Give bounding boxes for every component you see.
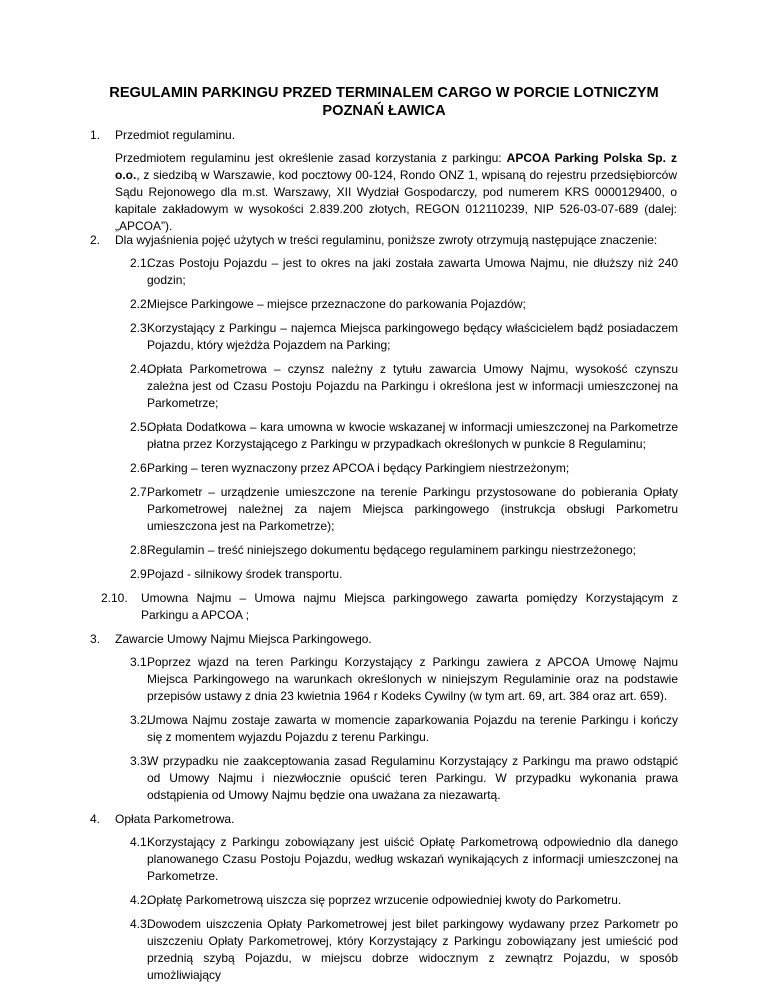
item-number: 2.6. [130, 461, 151, 475]
item-number: 3.2. [130, 713, 151, 727]
item-text: Czas Postoju Pojazdu – jest to okres na jaki została zawarta Umowa Najmu, nie dłuższy niż 240 godzin; [147, 256, 678, 287]
list-item [130, 320, 678, 354]
item-text: Parkometr – urządzenie umieszczone na terenie Parkingu przystosowane do pobierania Opłaty Parkometrowej należnej za najem Miejsca parkingowego (instrukcja obsługi Parkometru umieszczona jest na Parkometrze); [147, 485, 678, 533]
section-1-paragraph [115, 150, 677, 235]
list-item [130, 484, 678, 535]
title-line-2: POZNAŃ ŁAWICA [322, 103, 446, 119]
item-number: 2.3. [130, 321, 151, 335]
section-heading: Zawarcie Umowy Najmu Miejsca Parkingowego. [115, 632, 372, 646]
item-number: 2.9. [130, 567, 151, 581]
item-number: 4.1. [130, 835, 151, 849]
list-item [130, 834, 678, 885]
list-item [130, 255, 678, 289]
item-number: 2.7. [130, 485, 151, 499]
item-number: 3.3. [130, 754, 151, 768]
item-text: Opłatę Parkometrową uiszcza się poprzez wrzucenie odpowiedniej kwoty do Parkometru. [147, 893, 622, 907]
item-text: Umowa Najmu zostaje zawarta w momencie zaparkowania Pojazdu na terenie Parkingu i kończy się z momentem wyjazdu Pojazdu z terenu Parkingu. [147, 713, 678, 744]
list-item [130, 296, 678, 313]
company-name: APCOA Parking Polska Sp. z o.o. [115, 151, 677, 182]
section-heading: Przedmiot regulaminu. [115, 128, 236, 142]
item-number: 2.5. [130, 420, 151, 434]
item-number: 2.2. [130, 297, 151, 311]
item-number: 4.3. [130, 917, 151, 931]
list-item [130, 566, 678, 583]
item-number: 3.1. [130, 655, 151, 669]
list-item [130, 361, 678, 412]
section-heading: Opłata Parkometrowa. [115, 812, 235, 826]
item-text: Korzystający z Parkingu – najemca Miejsca parkingowego będący właścicielem bądź posiadaczem Pojazdu, który wjeżdża Pojazdem na Parking; [147, 321, 678, 352]
section-number: 4. [90, 812, 101, 826]
list-item [130, 892, 678, 909]
item-number: 2.1. [130, 256, 151, 270]
list-item [130, 916, 678, 984]
item-text: Umowna Najmu – Umowa najmu Miejsca parkingowego zawarta pomiędzy Korzystającym z Parkingu a APCOA ; [141, 591, 678, 622]
item-number: 2.8. [130, 543, 151, 557]
item-text: Opłata Dodatkowa – kara umowna w kwocie wskazanej w informacji umieszczonej na Parkometrze płatna przez Korzystającego z Parkingu w przypadkach określonych w punkcie 8 Regulaminu; [147, 420, 678, 451]
item-text: Regulamin – treść niniejszego dokumentu będącego regulaminem parkingu niestrzeżonego; [147, 543, 636, 557]
section-number: 3. [90, 632, 101, 646]
title-line-1: REGULAMIN PARKINGU PRZED TERMINALEM CARGO W PORCIE LOTNICZYM [109, 85, 659, 101]
list-item [130, 753, 678, 804]
paragraph-text: Przedmiotem regulaminu jest określenie zasad korzystania z parkingu: [115, 151, 507, 165]
item-text: W przypadku nie zaakceptowania zasad Regulaminu Korzystający z Parkingu ma prawo odstąpić od Umowy Najmu i niezwłocznie opuścić teren Parkingu. W przypadku wykonania prawa odstąpienia od Umowy Najmu będzie ona uważana za niezawartą. [147, 754, 678, 802]
item-text: Poprzez wjazd na teren Parkingu Korzystający z Parkingu zawiera z APCOA Umowę Najmu Miejsca Parkingowego na warunkach określonych w niniejszym Regulaminie oraz na podstawie przepisów ustawy z dnia 23 kwietnia 1964 r Kodeks Cywilny (w tym art. 69, art. 384 oraz art. 659). [147, 655, 678, 703]
item-number: 4.2. [130, 893, 151, 907]
item-text: Opłata Parkometrowa – czynsz należny z tytułu zawarcia Umowy Najmu, wysokość czynszu zależna jest od Czasu Postoju Pojazdu na Parkingu i określona jest w informacji umieszczonej na Parkometrze; [147, 362, 678, 410]
list-item [130, 542, 678, 559]
section-number: 1. [90, 128, 101, 142]
section-heading: Dla wyjaśnienia pojęć użytych w treści regulaminu, poniższe zwroty otrzymują następujące znaczenie: [115, 233, 658, 247]
list-item [130, 712, 678, 746]
item-text: Dowodem uiszczenia Opłaty Parkometrowej jest bilet parkingowy wydawany przez Parkometr po uiszczeniu Opłaty Parkometrowej, który Korzystający z Parkingu zobowiązany jest umieścić pod przednią szybą Pojazdu, w miejscu dobrze widocznym z zewnątrz Pojazdu, w sposób umożliwiający [147, 917, 678, 982]
document-title [60, 84, 708, 120]
item-number: 2.10. [101, 591, 128, 605]
item-text: Korzystający z Parkingu zobowiązany jest uiścić Opłatę Parkometrową odpowiednio dla danego planowanego Czasu Postoju Pojazdu, według wskazań wynikających z informacji umieszczonej na Parkometrze. [147, 835, 678, 883]
list-item [101, 590, 678, 624]
item-number: 2.4. [130, 362, 151, 376]
list-item [130, 419, 678, 453]
item-text: Parking – teren wyznaczony przez APCOA i będący Parkingiem niestrzeżonym; [147, 461, 570, 475]
item-text: Miejsce Parkingowe – miejsce przeznaczone do parkowania Pojazdów; [147, 297, 526, 311]
paragraph-text: , z siedzibą w Warszawie, kod pocztowy 00-124, Rondo ONZ 1, wpisaną do rejestru przedsiębiorców Sądu Rejonowego dla m.st. Warszawy, XII Wydział Gospodarczy, pod numerem KRS 0000129400, o kapitale zakładowym w wysokości 2.839.200 złotych, REGON 012110239, NIP 526-03-07-689 (dalej: „APCOA”). [115, 168, 677, 233]
item-text: Pojazd - silnikowy środek transportu. [147, 567, 343, 581]
list-item [130, 654, 678, 705]
list-item [130, 460, 678, 477]
section-number: 2. [90, 233, 101, 247]
